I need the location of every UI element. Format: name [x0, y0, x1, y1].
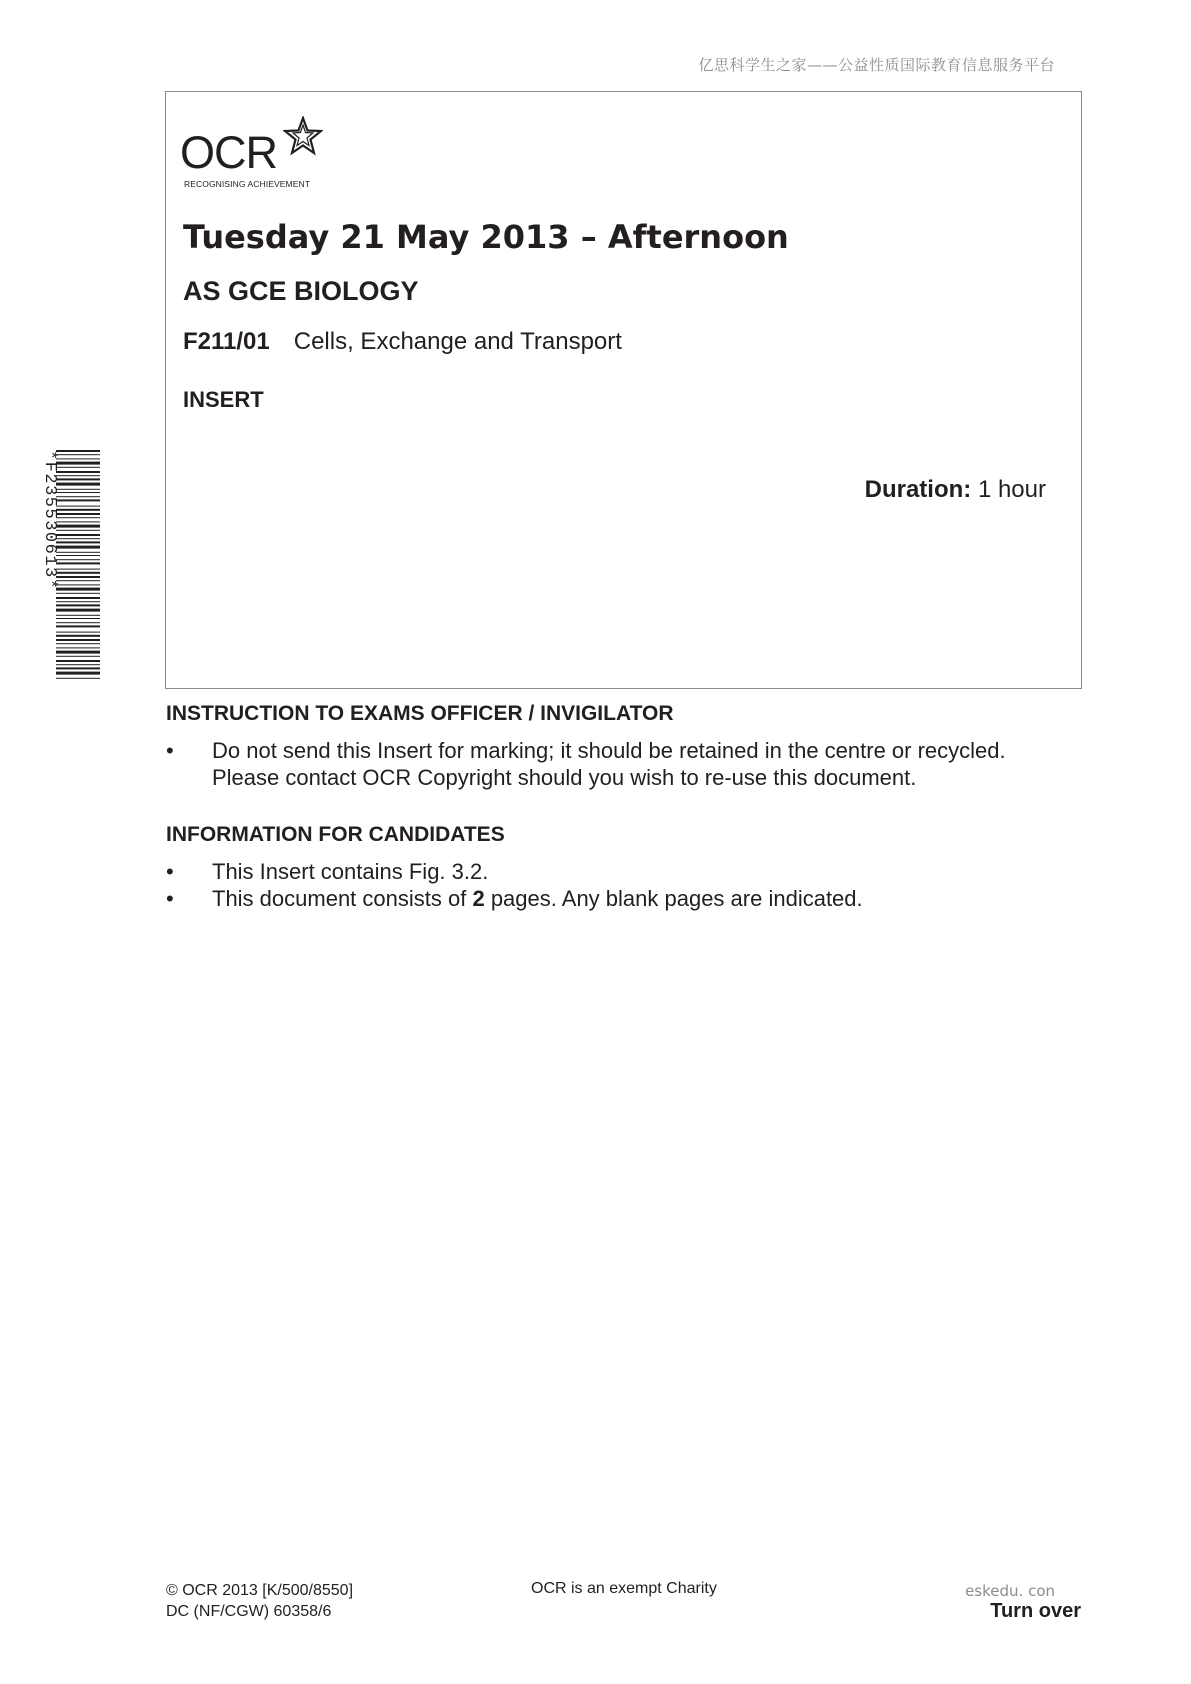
barcode-bar — [56, 604, 100, 606]
list-item — [166, 885, 863, 912]
barcode-bar — [56, 664, 100, 665]
information-item-2: This document consists of 2 pages. Any blank pages are indicated. — [212, 886, 863, 911]
barcode-bar — [56, 618, 100, 619]
barcode-text: *F235530613* — [40, 450, 59, 591]
barcode-bar — [56, 660, 100, 662]
barcode-bar — [56, 615, 100, 616]
barcode-bar — [56, 546, 100, 549]
barcode-bar — [56, 478, 100, 480]
barcode-bar — [56, 572, 100, 574]
duration-value: 1 hour — [977, 476, 1046, 503]
barcode-bars — [56, 450, 100, 679]
barcode-bar — [56, 647, 100, 648]
barcode-bar — [56, 635, 100, 637]
barcode-bar — [56, 530, 100, 531]
barcode-bar — [56, 521, 100, 522]
qualification: AS GCE BIOLOGY — [183, 276, 419, 306]
instruction-line-1: Do not send this Insert for marking; it should be retained in the centre or recycled. — [212, 738, 1006, 763]
barcode-bar — [56, 509, 100, 511]
barcode-bar — [56, 492, 100, 493]
ocr-logo — [180, 116, 340, 194]
barcode-bar — [56, 462, 100, 465]
barcode-bar — [56, 651, 100, 654]
barcode-bar — [56, 534, 100, 536]
barcode-bar — [56, 639, 100, 641]
barcode-bar — [56, 475, 100, 476]
unit-title: Cells, Exchange and Transport — [293, 328, 622, 355]
watermark-footer: eskedu. con — [965, 1582, 1055, 1600]
barcode-bar — [56, 450, 100, 452]
barcode-bar — [56, 467, 100, 468]
barcode-bar — [56, 555, 100, 556]
charity-note: OCR is an exempt Charity — [531, 1580, 717, 1597]
barcode-bar — [56, 525, 100, 528]
barcode-bar — [56, 483, 100, 486]
footer-left — [166, 1580, 353, 1622]
instruction-line-2: Please contact OCR Copyright should you wish to re-use this document. — [212, 765, 917, 790]
barcode-bar — [56, 622, 100, 623]
barcode — [40, 450, 100, 680]
barcode-bar — [56, 458, 100, 459]
barcode-bar — [56, 597, 100, 599]
barcode-bar — [56, 517, 100, 518]
barcode-bar — [56, 593, 100, 594]
bullet-icon: • — [166, 738, 174, 763]
barcode-bar — [56, 601, 100, 602]
unit-code: F211/01 — [183, 328, 270, 355]
barcode-bar — [56, 632, 100, 633]
barcode-bar — [56, 625, 100, 627]
barcode-bar — [56, 562, 100, 564]
barcode-bar — [56, 569, 100, 570]
barcode-bar — [56, 678, 100, 679]
barcode-bar — [56, 559, 100, 560]
information-item-1: This Insert contains Fig. 3.2. — [212, 859, 489, 884]
information-list — [166, 858, 863, 912]
barcode-bar — [56, 584, 100, 585]
unit-row — [183, 328, 622, 356]
star-icon — [283, 116, 323, 156]
logo-wordmark: OCR — [180, 127, 277, 178]
list-item — [166, 737, 1006, 791]
logo-tagline: RECOGNISING ACHIEVEMENT — [184, 179, 311, 189]
barcode-bar — [56, 552, 100, 553]
barcode-bar — [56, 672, 100, 675]
barcode-bar — [56, 496, 100, 497]
copyright-text: © OCR 2013 [K/500/8550] — [166, 1582, 354, 1599]
watermark-header: 亿思科学生之家——公益性质国际教育信息服务平台 — [698, 56, 1055, 74]
barcode-bar — [56, 609, 100, 612]
turn-over-label: Turn over — [990, 1600, 1081, 1622]
exam-date: Tuesday 21 May 2013 – Afternoon — [183, 218, 789, 256]
document-reference: DC (NF/CGW) 60358/6 — [166, 1603, 332, 1620]
bullet-icon: • — [166, 886, 174, 911]
barcode-bar — [56, 506, 100, 507]
information-heading: INFORMATION FOR CANDIDATES — [166, 823, 505, 846]
barcode-bar — [56, 643, 100, 644]
bullet-icon: • — [166, 859, 174, 884]
list-item — [166, 858, 863, 885]
barcode-bar — [56, 489, 100, 490]
instruction-list — [166, 737, 1006, 791]
duration — [865, 476, 1046, 504]
page-count: 2 — [472, 886, 485, 911]
barcode-bar — [56, 588, 100, 591]
barcode-bar — [56, 499, 100, 501]
barcode-bar — [56, 538, 100, 539]
barcode-bar — [56, 513, 100, 515]
barcode-bar — [56, 541, 100, 543]
barcode-bar — [56, 576, 100, 578]
barcode-bar — [56, 580, 100, 581]
barcode-bar — [56, 667, 100, 669]
instruction-heading: INSTRUCTION TO EXAMS OFFICER / INVIGILATOR — [166, 702, 674, 725]
barcode-bar — [56, 454, 100, 455]
duration-label: Duration: — [864, 476, 972, 503]
document-type: INSERT — [183, 387, 264, 412]
barcode-bar — [56, 656, 100, 657]
barcode-bar — [56, 471, 100, 473]
